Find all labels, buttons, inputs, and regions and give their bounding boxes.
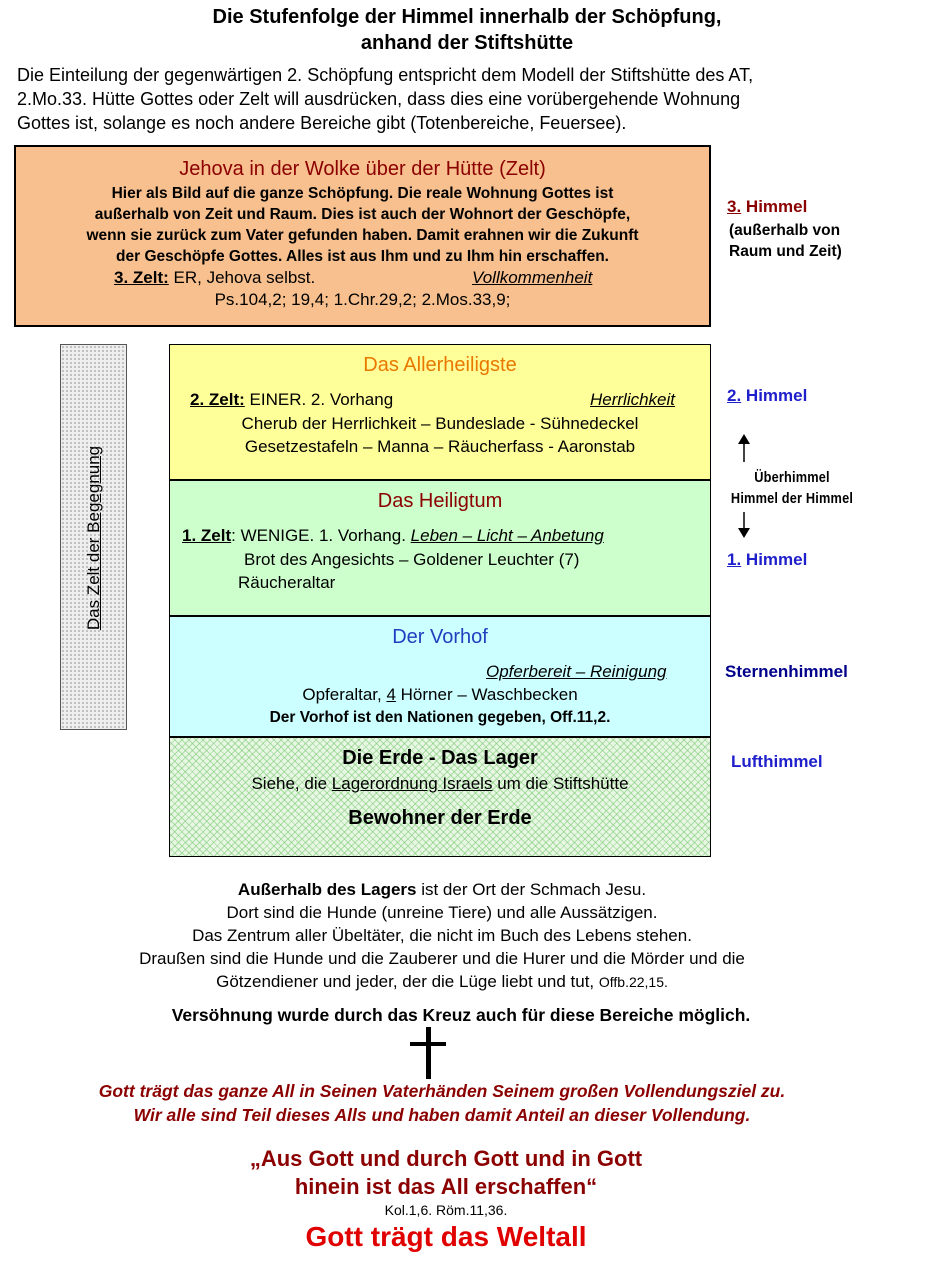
jehova-zelt (114, 267, 315, 289)
ueberhimmel-line-1: Überhimmel (754, 470, 830, 486)
allerheiligste-zelt (190, 389, 393, 411)
outside-line-1-bold: Außerhalb des Lagers (237, 880, 417, 899)
tent-of-meeting-bar (60, 344, 127, 730)
erde-line-2b: um die Stiftshütte (492, 774, 629, 793)
outside-line-5 (0, 970, 884, 994)
allerheiligste-line-3: Gesetzestafeln – Manna – Räucherfass - Aaronstab (244, 437, 636, 456)
outside-line-1 (0, 878, 884, 901)
jehova-box (14, 145, 711, 327)
vollendung-line-2: Wir alle sind Teil dieses Alls und haben damit Anteil an dieser Vollendung. (133, 1105, 751, 1125)
jehova-refs: Ps.104,2; 19,4; 1.Chr.29,2; 2.Mos.33,9; (214, 290, 511, 309)
himmel-3-number: 3. (727, 197, 742, 216)
cross-icon (408, 1025, 448, 1081)
jehova-desc-line-1: Hier als Bild auf die ganze Schöpfung. Die reale Wohnung Gottes ist (111, 185, 614, 202)
himmel-3-label (727, 197, 807, 217)
erde-line-3: Bewohner der Erde (348, 807, 532, 829)
outside-line-5-text: Götzendiener und jeder, der die Lüge liebt und tut, (216, 972, 599, 991)
allerheiligste-zelt-label: 2. Zelt: (190, 390, 245, 409)
ueberhimmel-label (722, 468, 863, 510)
vorhof-line-2-number: 4 (386, 685, 396, 704)
jehova-zelt-row (16, 267, 709, 289)
ueberhimmel-line-2: Himmel der Himmel (730, 491, 854, 507)
vollendung-line-1: Gott trägt das ganze All in Seinen Vaterhänden Seinem großen Vollendungsziel zu. (98, 1081, 786, 1101)
himmel-2-number: 2. (727, 386, 742, 405)
himmel-1-text: Himmel (741, 550, 808, 569)
himmel-1-label (727, 550, 807, 570)
allerheiligste-quality: Herrlichkeit (590, 390, 676, 409)
jehova-desc-line-2: außerhalb von Zeit und Raum. Dies ist auch der Wohnort der Geschöpfe, (94, 206, 631, 223)
outside-line-5-ref: Offb.22,15. (598, 974, 668, 990)
outside-line-1-rest: ist der Ort der Schmach Jesu. (416, 880, 647, 899)
himmel-3-note-line-2: Raum und Zeit) (729, 243, 842, 260)
himmel-3-text: Himmel (741, 197, 808, 216)
vorhof-heading: Der Vorhof (392, 626, 488, 648)
arrow-down-icon (738, 528, 750, 538)
quote-line-2: hinein ist das All erschaffen“ (294, 1174, 598, 1199)
jehova-desc-line-4: der Geschöpfe Gottes. Alles ist aus Ihm und zu Ihm hin erschaffen. (116, 248, 609, 265)
erde-heading: Die Erde - Das Lager (342, 747, 538, 769)
heiligtum-line-3: Räucheraltar (238, 573, 336, 592)
vorhof-line-3: Der Vorhof ist den Nationen gegeben, Off.11,2. (269, 709, 611, 726)
outside-line-4: Draußen sind die Hunde und die Zauberer und die Hurer und die Mörder und die (139, 949, 745, 968)
himmel-1-number: 1. (727, 550, 742, 569)
vorhof-section (169, 616, 711, 737)
final-statement: Gott trägt das Weltall (305, 1221, 587, 1252)
reconciliation-text: Versöhnung wurde durch das Kreuz auch für diese Bereiche möglich. (171, 1005, 751, 1025)
allerheiligste-section (169, 344, 711, 480)
outside-line-3: Das Zentrum aller Übeltäter, die nicht im Buch des Lebens stehen. (192, 926, 692, 945)
allerheiligste-line-2: Cherub der Herrlichkeit – Bundeslade - Sühnedeckel (241, 414, 639, 433)
jehova-quality: Vollkommenheit (472, 268, 593, 287)
heiligtum-section (169, 480, 711, 616)
intro-line-3: Gottes ist, solange es noch andere Bereiche gibt (Totenbereiche, Feuersee). (17, 113, 627, 133)
vorhof-line-2a: Opferaltar, (302, 685, 387, 704)
heiligtum-zelt-label: 1. Zelt (182, 526, 232, 545)
vorhof-line-2 (170, 684, 710, 706)
himmel-2-label (727, 386, 807, 406)
arrow-up-icon (738, 434, 750, 444)
bible-quote (0, 1145, 892, 1201)
jehova-heading: Jehova in der Wolke über der Hütte (Zelt) (179, 158, 546, 180)
quote-line-1: „Aus Gott und durch Gott und in Gott (249, 1146, 643, 1171)
jehova-zelt-text: ER, Jehova selbst. (168, 268, 316, 287)
intro-line-1: Die Einteilung der gegenwärtigen 2. Schöpfung entspricht dem Modell der Stiftshütte des AT, (17, 65, 754, 85)
intro-paragraph (17, 63, 917, 135)
himmel-2-text: Himmel (741, 386, 808, 405)
quote-reference: Kol.1,6. Röm.11,36. (384, 1202, 508, 1218)
page-title (0, 4, 934, 56)
heiligtum-zelt (182, 525, 604, 547)
sternenhimmel-label: Sternenhimmel (725, 662, 848, 681)
vorhof-quality: Opferbereit – Reinigung (486, 662, 667, 681)
erde-section (169, 737, 711, 857)
jehova-zelt-label: 3. Zelt: (114, 268, 169, 287)
lufthimmel-label: Lufthimmel (731, 752, 823, 771)
himmel-3-note-line-1: (außerhalb von (729, 222, 841, 239)
vollendung-text (0, 1079, 884, 1127)
tent-of-meeting-label: Das Zelt der Begegnung (84, 445, 103, 631)
vorhof-line-2b: Hörner – Waschbecken (395, 685, 578, 704)
jehova-desc-line-3: wenn sie zurück zum Vater gefunden haben. Damit erahnen wir die Zukunft (86, 227, 639, 244)
heiligtum-heading: Das Heiligtum (377, 490, 503, 512)
intro-line-2: 2.Mo.33. Hütte Gottes oder Zelt will ausdrücken, dass dies eine vorübergehende Wohnung (17, 89, 741, 109)
heiligtum-line-2: Brot des Angesichts – Goldener Leuchter (7) (244, 550, 580, 569)
outside-line-2: Dort sind die Hunde (unreine Tiere) und alle Aussätzigen. (226, 903, 658, 922)
allerheiligste-heading: Das Allerheiligste (363, 354, 517, 376)
lagerordnung-link: Lagerordnung Israels (331, 774, 493, 793)
outside-camp-text (0, 878, 884, 994)
heiligtum-quality: Leben – Licht – Anbetung (410, 526, 604, 545)
title-line-2: anhand der Stiftshütte (360, 32, 574, 54)
himmel-3-note (729, 220, 842, 262)
title-line-1: Die Stufenfolge der Himmel innerhalb der Schöpfung, (212, 6, 722, 28)
heiligtum-zelt-text: : WENIGE. 1. Vorhang. (231, 526, 411, 545)
erde-line-2a: Siehe, die (251, 774, 332, 793)
erde-line-2 (170, 773, 710, 795)
jehova-description (16, 183, 709, 267)
allerheiligste-zelt-text: EINER. 2. Vorhang (244, 390, 394, 409)
